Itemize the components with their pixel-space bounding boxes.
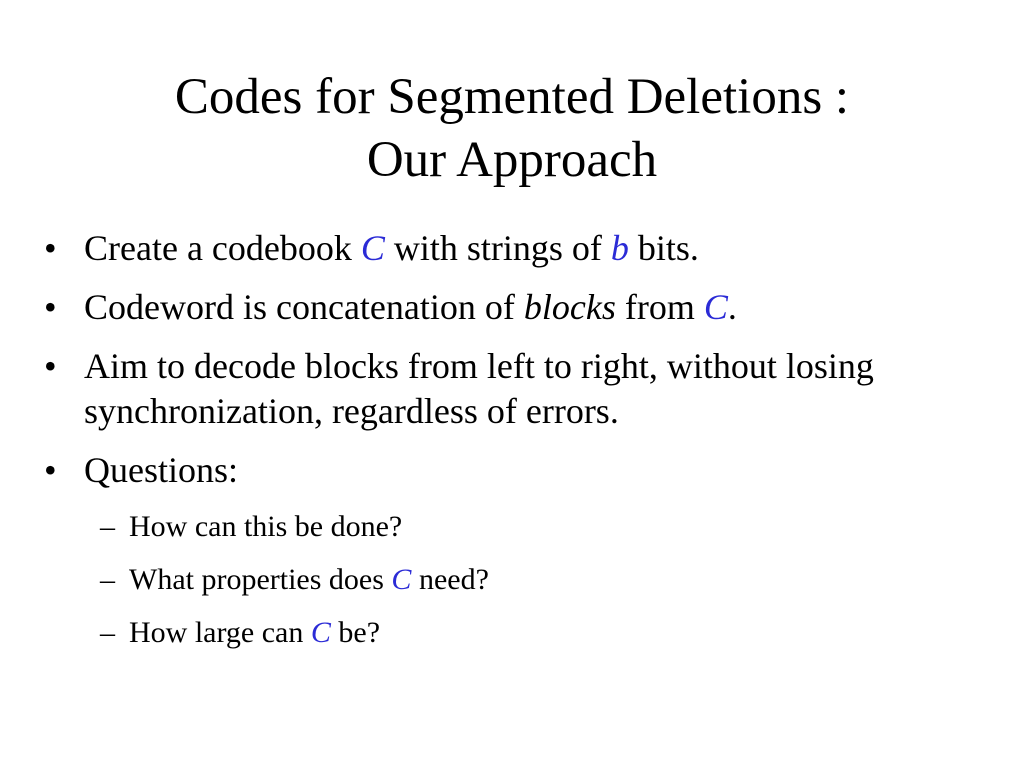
- bullet-marker: •: [44, 228, 57, 268]
- bullet-text: bits.: [628, 228, 699, 268]
- sub-bullet-list: [44, 507, 1004, 653]
- sub-bullet-text: What properties does: [129, 563, 392, 596]
- codebook-symbol: C: [391, 563, 412, 596]
- bullet-text: Questions:: [84, 450, 239, 490]
- bullet-text: with strings of: [384, 228, 611, 268]
- slide-title: [0, 66, 1024, 192]
- sub-bullet-how-large: [44, 613, 1004, 653]
- bit-length-symbol: b: [610, 228, 629, 268]
- bullet-questions: [44, 448, 1004, 493]
- bullet-codeword: [44, 285, 1004, 330]
- bullet-marker: •: [44, 287, 57, 327]
- bullet-marker: •: [44, 346, 57, 386]
- sub-bullet-how-done: [44, 507, 1004, 547]
- bullet-decode-aim: [44, 344, 1004, 434]
- sub-bullet-text: How large can: [129, 616, 311, 649]
- sub-bullet-marker: –: [100, 510, 115, 543]
- codebook-symbol: C: [703, 287, 728, 327]
- sub-bullet-text: be?: [330, 616, 381, 649]
- bullet-marker: •: [44, 450, 57, 490]
- sub-bullet-text: How can this be done?: [129, 510, 403, 543]
- bullet-text: Create a codebook: [84, 228, 361, 268]
- bullet-codebook: [44, 226, 1004, 271]
- sub-bullet-marker: –: [100, 563, 115, 596]
- sub-bullet-marker: –: [100, 616, 115, 649]
- emphasis-blocks: blocks: [523, 287, 616, 327]
- bullet-list: [44, 226, 1004, 666]
- codebook-symbol: C: [310, 616, 331, 649]
- title-line-2: Our Approach: [366, 132, 658, 188]
- bullet-text: Aim to decode blocks from left to right, without losing synchronization, regardless of errors.: [84, 346, 874, 431]
- title-line-1: Codes for Segmented Deletions :: [174, 69, 850, 125]
- sub-bullet-text: need?: [411, 563, 489, 596]
- codebook-symbol: C: [360, 228, 385, 268]
- bullet-text: Codeword is concatenation of: [84, 287, 524, 327]
- bullet-text: .: [727, 287, 737, 327]
- bullet-text: from: [615, 287, 704, 327]
- sub-bullet-properties: [44, 560, 1004, 600]
